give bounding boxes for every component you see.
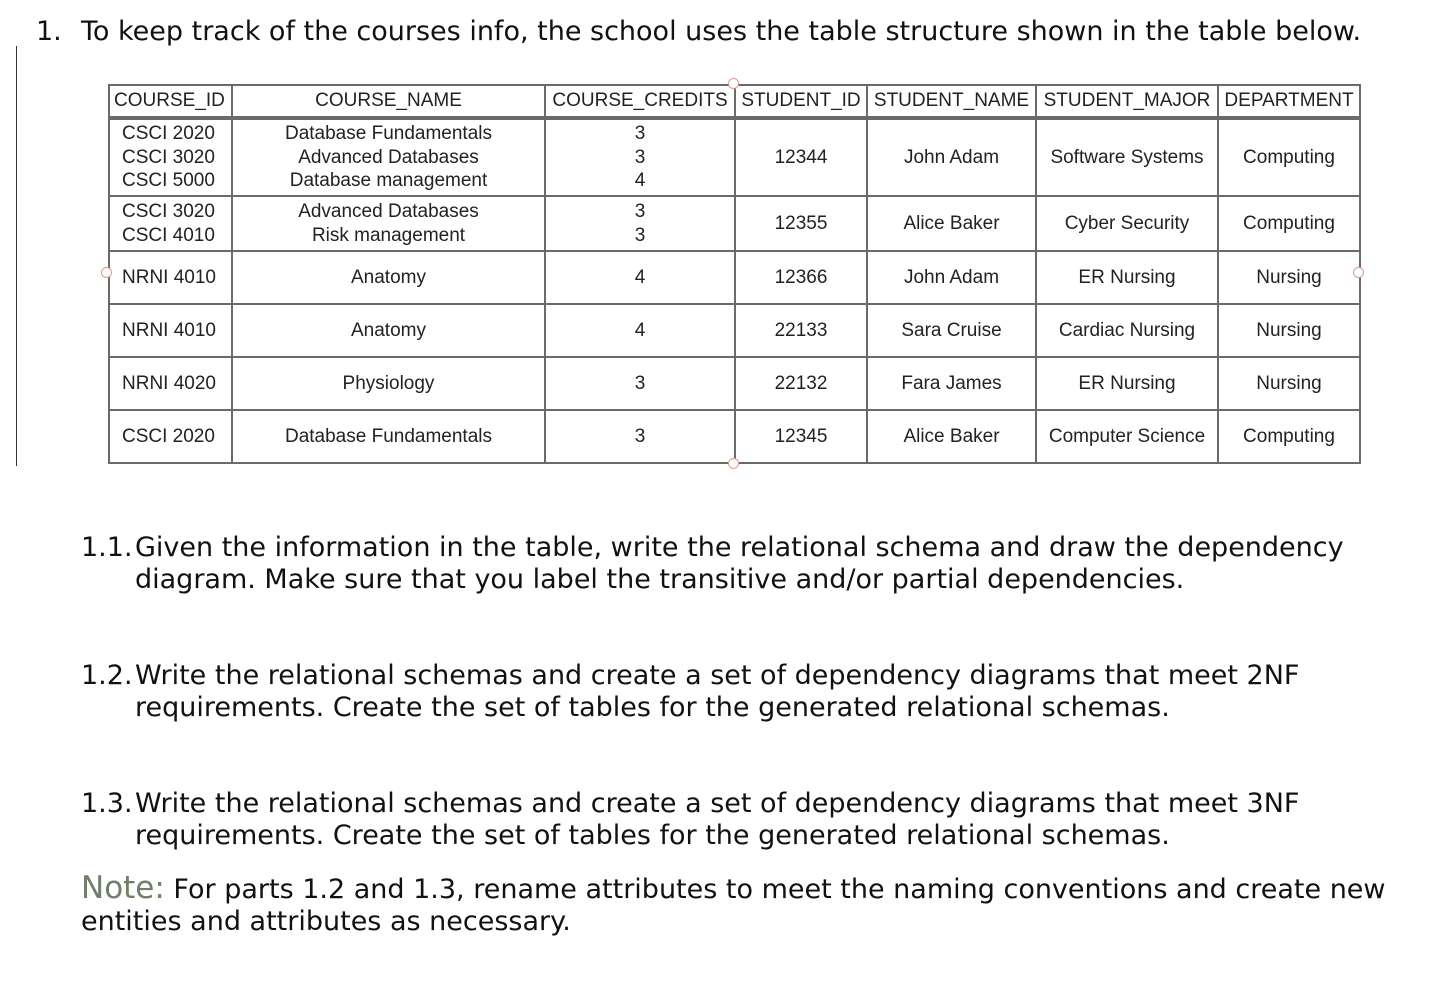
cell-student-name: John Adam: [867, 118, 1036, 196]
header-student-name: STUDENT_NAME: [867, 85, 1036, 118]
header-course-credits: COURSE_CREDITS: [545, 85, 735, 118]
cell-course-credits: 3: [545, 410, 735, 463]
cell-course-credits: 4: [545, 251, 735, 304]
cell-course-credits: [545, 118, 735, 196]
subquestion-number: 1.2.: [81, 660, 133, 691]
cell-course-name: [232, 196, 545, 251]
course-name: Advanced Databases: [298, 146, 479, 168]
question-number: 1.: [36, 16, 62, 47]
cell-department: Computing: [1218, 118, 1360, 196]
course-name: Advanced Databases: [298, 201, 479, 222]
table-row: [109, 357, 1360, 410]
cell-student-name: Fara James: [867, 357, 1036, 410]
subquestion-number: 1.3.: [81, 788, 133, 819]
table-row: [109, 410, 1360, 463]
cell-student-id: 22133: [735, 304, 867, 357]
cell-course-name: Physiology: [232, 357, 545, 410]
cell-student-name: John Adam: [867, 251, 1036, 304]
cell-course-id: NRNI 4010: [109, 251, 232, 304]
cell-course-id: [109, 196, 232, 251]
cell-department: Computing: [1218, 196, 1360, 251]
table-row: [109, 304, 1360, 357]
cell-course-credits: 3: [545, 357, 735, 410]
cell-department: Computing: [1218, 410, 1360, 463]
cell-student-major: Cardiac Nursing: [1036, 304, 1218, 357]
subquestion-number: 1.1.: [81, 532, 133, 563]
course-credits: 3: [634, 146, 646, 168]
cell-department: Nursing: [1218, 251, 1360, 304]
cell-student-id: 12345: [735, 410, 867, 463]
cell-student-major: ER Nursing: [1036, 357, 1218, 410]
header-course-name: COURSE_NAME: [232, 85, 545, 118]
cell-student-name: Alice Baker: [867, 196, 1036, 251]
cell-student-id: 12366: [735, 251, 867, 304]
cell-student-id: 12355: [735, 196, 867, 251]
table-row: [109, 196, 1360, 251]
course-id: CSCI 3020: [122, 146, 215, 168]
courses-table: [108, 84, 1361, 464]
course-name: Database management: [289, 170, 488, 192]
cell-course-id: NRNI 4010: [109, 304, 232, 357]
course-name: Risk management: [311, 224, 466, 246]
subquestion-text: Given the information in the table, write the relational schema and draw the dependency diagram. Make sure that you label the transitive and/or partial dependencies.: [135, 532, 1344, 595]
course-id: CSCI 2020: [122, 123, 215, 145]
header-department: DEPARTMENT: [1218, 85, 1360, 118]
table-row: [109, 251, 1360, 304]
course-credits: 4: [634, 170, 646, 192]
cell-course-credits: 4: [545, 304, 735, 357]
cell-student-id: 12344: [735, 118, 867, 196]
header-student-major: STUDENT_MAJOR: [1036, 85, 1218, 118]
course-credits: 3: [634, 201, 646, 222]
cell-department: Nursing: [1218, 357, 1360, 410]
cell-course-name: Anatomy: [232, 304, 545, 357]
course-name: Database Fundamentals: [284, 123, 492, 145]
cell-student-name: Sara Cruise: [867, 304, 1036, 357]
table-row: [109, 118, 1360, 196]
cell-course-name: Database Fundamentals: [232, 410, 545, 463]
header-student-id: STUDENT_ID: [735, 85, 867, 118]
cell-student-major: Computer Science: [1036, 410, 1218, 463]
cell-student-major: Software Systems: [1036, 118, 1218, 196]
cell-student-major: Cyber Security: [1036, 196, 1218, 251]
resize-handle-left[interactable]: [101, 267, 112, 278]
cell-course-id: CSCI 2020: [109, 410, 232, 463]
note: [81, 872, 1411, 938]
cell-student-major: ER Nursing: [1036, 251, 1218, 304]
margin-line: [16, 46, 17, 466]
course-id: CSCI 4010: [122, 224, 215, 246]
cell-course-name: Anatomy: [232, 251, 545, 304]
cell-department: Nursing: [1218, 304, 1360, 357]
note-label: Note:: [81, 870, 165, 906]
resize-handle-bottom[interactable]: [728, 458, 739, 469]
course-id: CSCI 3020: [122, 201, 215, 222]
header-course-id: COURSE_ID: [109, 85, 232, 118]
resize-handle-right[interactable]: [1353, 267, 1364, 278]
cell-course-credits: [545, 196, 735, 251]
table-header-row: [109, 85, 1360, 118]
course-credits: 3: [634, 224, 646, 246]
course-credits: 3: [634, 123, 646, 145]
subquestion-text: Write the relational schemas and create a set of dependency diagrams that meet 3NF requirements. Create the set of tables for the generated relational schemas.: [135, 788, 1300, 851]
cell-course-id: NRNI 4020: [109, 357, 232, 410]
cell-course-name: [232, 118, 545, 196]
cell-course-id: [109, 118, 232, 196]
cell-student-id: 22132: [735, 357, 867, 410]
note-text: For parts 1.2 and 1.3, rename attributes to meet the naming conventions and create new entities and attributes as necessary.: [81, 874, 1386, 937]
resize-handle-top[interactable]: [728, 78, 739, 89]
question-text: To keep track of the courses info, the school uses the table structure shown in the table below.: [81, 16, 1362, 47]
subquestion-text: Write the relational schemas and create a set of dependency diagrams that meet 2NF requirements. Create the set of tables for the generated relational schemas.: [135, 660, 1300, 723]
course-id: CSCI 5000: [122, 170, 215, 192]
cell-student-name: Alice Baker: [867, 410, 1036, 463]
